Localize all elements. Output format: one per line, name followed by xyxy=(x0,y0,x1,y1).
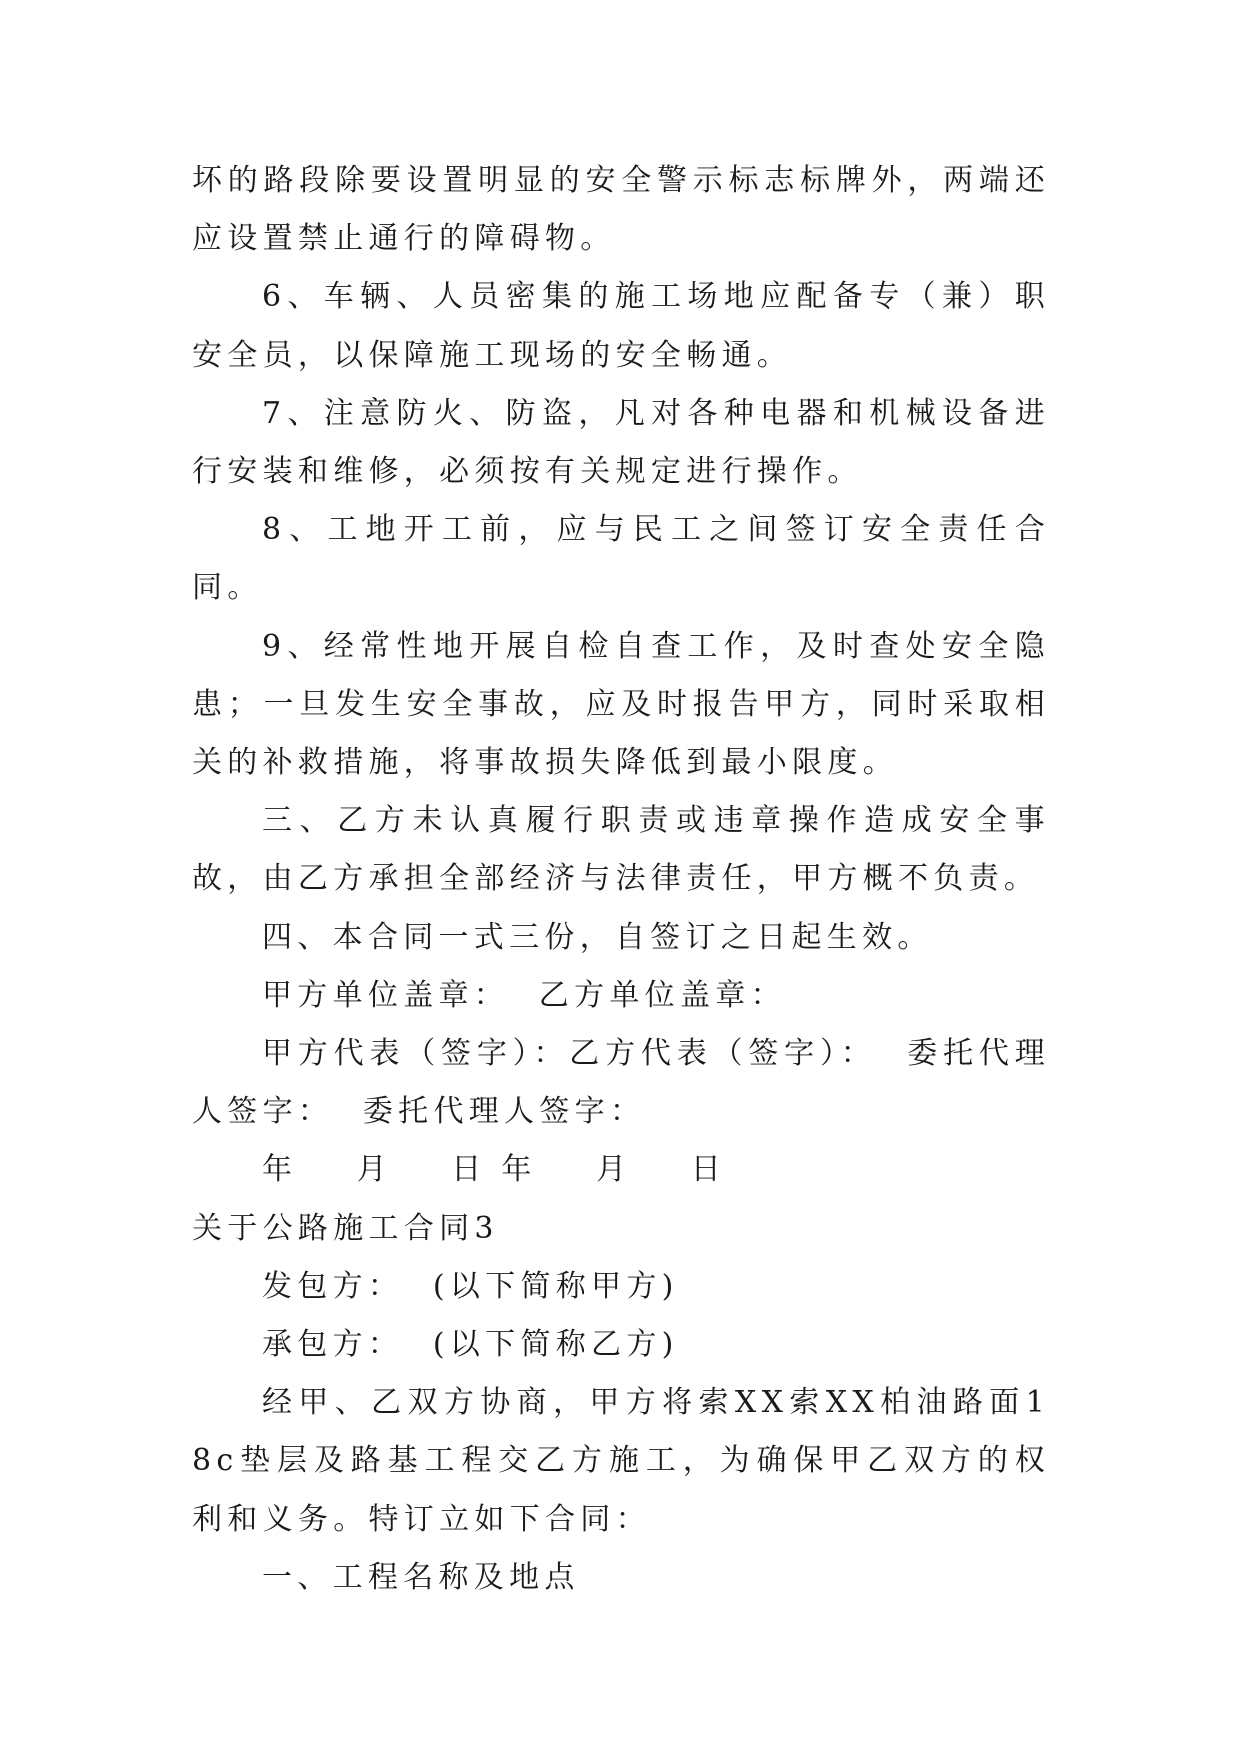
section-heading-project-name-location: 一、工程名称及地点 xyxy=(262,1559,580,1595)
paragraph-clause-4-copies: 四、本合同一式三份，自签订之日起生效。 xyxy=(262,919,933,955)
paragraph-clause-3-liability: 三、乙方未认真履行职责或违章操作造成安全事故，由乙方承担全部经济与法律责任，甲方概不负责。 xyxy=(192,803,1050,897)
signature-seal-line: 甲方单位盖章： 乙方单位盖章： xyxy=(262,977,786,1013)
party-a-line: 发包方： (以下简称甲方) xyxy=(262,1268,679,1304)
document-body xyxy=(192,152,1050,1607)
paragraph-contract-preamble: 经甲、乙双方协商，甲方将索XX索XX柏油路面18c垫层及路基工程交乙方施工，为确保甲乙双方的权利和义务。特订立如下合同： xyxy=(192,1385,1050,1537)
signature-date-line: 年 月 日 年 月 日 xyxy=(262,1152,727,1188)
paragraph-item-7-fire-theft: 7、注意防火、防盗，凡对各种电器和机械设备进行安装和维修，必须按有关规定进行操作。 xyxy=(192,395,1050,490)
paragraph-item-6-safety-officer: 6、车辆、人员密集的施工场地应配备专（兼）职安全员，以保障施工现场的安全畅通。 xyxy=(192,279,1050,373)
contract-title-3: 关于公路施工合同3 xyxy=(192,1210,499,1246)
paragraph-road-section-barrier: 坏的路段除要设置明显的安全警示标志标牌外，两端还应设置禁止通行的障碍物。 xyxy=(192,163,1050,257)
paragraph-item-9-self-inspection: 9、经常性地开展自检自查工作，及时查处安全隐患；一旦发生安全事故，应及时报告甲方，同时采取相关的补救措施，将事故损失降低到最小限度。 xyxy=(192,628,1050,781)
party-b-line: 承包方： (以下简称乙方) xyxy=(262,1327,679,1363)
signature-representative-line: 甲方代表（签字）：乙方代表（签字）： 委托代理人签字： 委托代理人签字： xyxy=(192,1036,1050,1130)
paragraph-item-8-safety-contract: 8、工地开工前，应与民工之间签订安全责任合同。 xyxy=(192,512,1050,606)
